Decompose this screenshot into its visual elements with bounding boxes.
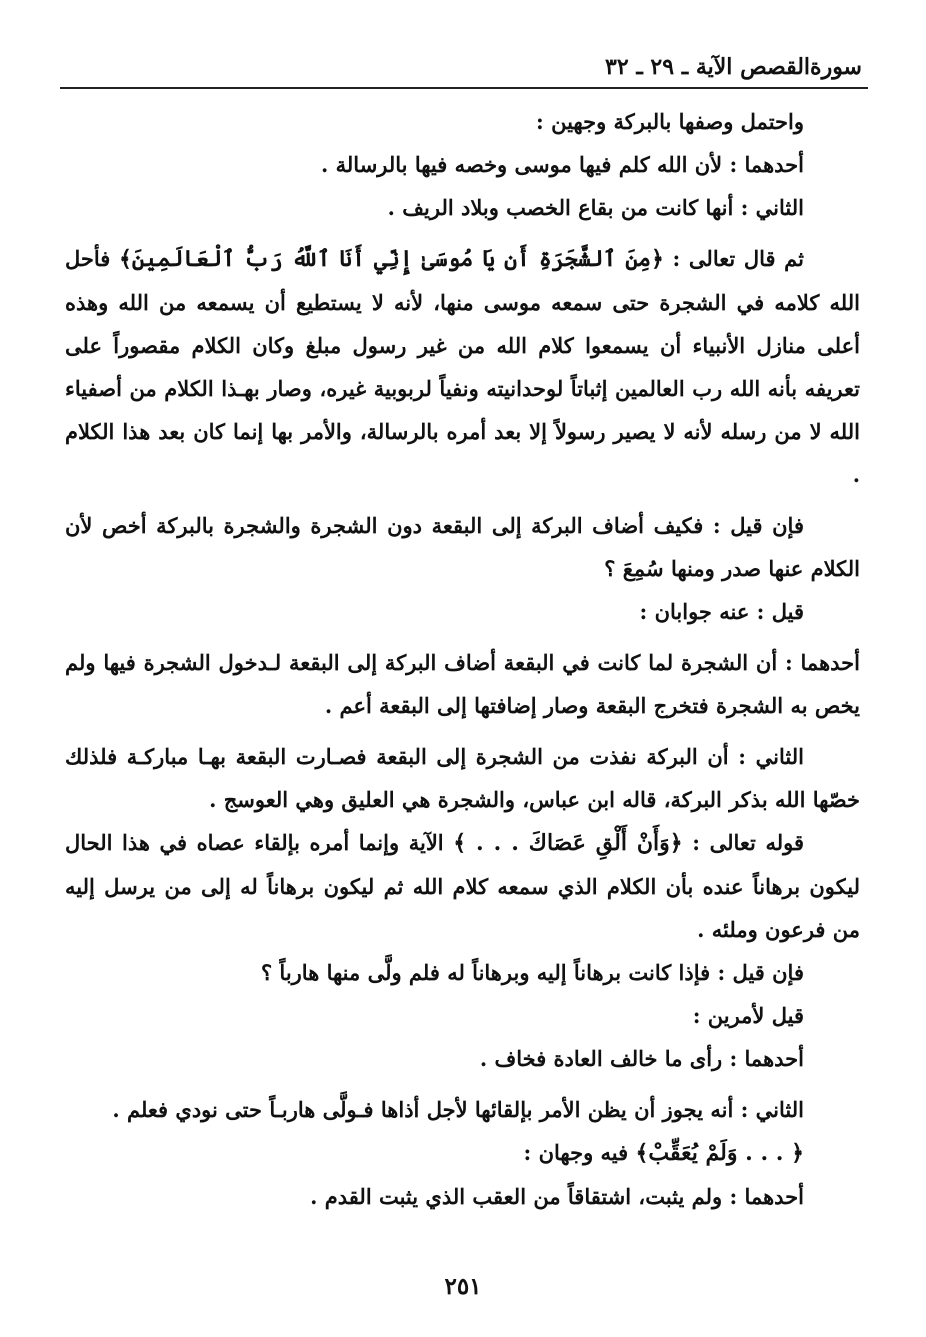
quran-verse-3: ﴿ . . . وَلَمْ يُعَقِّبْ﴾ xyxy=(635,1140,804,1166)
paragraph-8: الثاني : أن البركة نفذت من الشجرة إلى البقعة فصـارت البقعة بهـا مباركـة فلذلك خصّها الله بذكر البركة، قاله ابن عباس، والشجرة هي العليق وهي العوسج . xyxy=(65,744,860,812)
paragraph-14-body: فيه وجهان : xyxy=(523,1140,636,1165)
paragraph-4-lead: ثم قال تعالى : xyxy=(663,246,804,271)
running-header: سورةالقصص الآية ـ ٢٩ ـ ٣٢ xyxy=(605,54,862,80)
body-text xyxy=(65,100,860,1218)
paragraph-10: فإن قيل : فإذا كانت برهاناً إليه وبرهاناً له فلم ولَّى منها هارباً ؟ xyxy=(260,960,804,985)
header-rule xyxy=(60,87,868,89)
paragraph-14 xyxy=(65,1131,860,1175)
paragraph-2: أحدهما : لأن الله كلم فيها موسى وخصه فيها بالرسالة . xyxy=(321,152,804,177)
paragraph-12: أحدهما : رأى ما خالف العادة فخاف . xyxy=(479,1046,804,1071)
paragraph-3: الثاني : أنها كانت من بقاع الخصب وبلاد الريف . xyxy=(387,195,804,220)
paragraph-9-lead: قوله تعالى : xyxy=(682,830,804,855)
quran-verse-2: ﴿وَأَنْ أَلْقِ عَصَاكَ . . . ﴾ xyxy=(453,830,683,856)
paragraph-15: أحدهما : ولم يثبت، اشتقاقاً من العقب الذي يثبت القدم . xyxy=(310,1184,804,1209)
quran-verse-1: ﴿مِنَ ٱلشَّجَرَةِ أَن يَا مُوسَىٰ إِنِّي أَنَا ٱللَّهُ رَبُّ ٱلْعَالَمِينَ﴾ xyxy=(118,246,664,272)
paragraph-9 xyxy=(65,821,860,951)
paragraph-4 xyxy=(65,237,860,496)
paragraph-4-body: فأحل الله كلامه في الشجرة حتى سمعه موسى منها، لأنه لا يستطيع أن يسمعه من الله وهذه أعلى منازل الأنبياء أن يسمعوا كلام الله من غير رسول مبلغ وكان الكلام مقصوراً على تعريفه بأنه الله رب العالمين إثباتاً لوحدانيته ونفياً لربوبية غيره، وصار بهـذا الكلام من أصفياء الله لا من رسله لأنه لا يصير رسولاً إلا بعد أمره بالرسالة، والأمر بها إنما كان بعد هذا الكلام . xyxy=(65,246,860,487)
paragraph-7: أحدهما : أن الشجرة لما كانت في البقعة أضاف البركة إلى البقعة لـدخول الشجرة فيها ولم يخص به الشجرة فتخرج البقعة وصار إضافتها إلى البقعة أعم . xyxy=(65,650,860,718)
paragraph-9-body: الآية وإنما أمره بإلقاء عصاه في هذا الحال ليكون برهاناً عنده بأن الكلام الذي سمعه كلام الله ثم ليكون برهاناً له إلى من يرسل إليه من فرعون وملئه . xyxy=(65,830,860,942)
paragraph-5: فإن قيل : فكيف أضاف البركة إلى البقعة دون الشجرة والشجرة بالبركة أخص لأن الكلام عنها صدر ومنها سُمِعَ ؟ xyxy=(65,513,860,581)
paragraph-11: قيل لأمرين : xyxy=(692,1003,804,1028)
page-number: ٢٥١ xyxy=(444,1273,482,1300)
paragraph-1: واحتمل وصفها بالبركة وجهين : xyxy=(536,109,804,134)
paragraph-13: الثاني : أنه يجوز أن يظن الأمر بإلقائها لأجل أذاها فـولَّى هاربـاً حتى نودي فعلم . xyxy=(112,1097,804,1122)
paragraph-6: قيل : عنه جوابان : xyxy=(639,599,804,624)
